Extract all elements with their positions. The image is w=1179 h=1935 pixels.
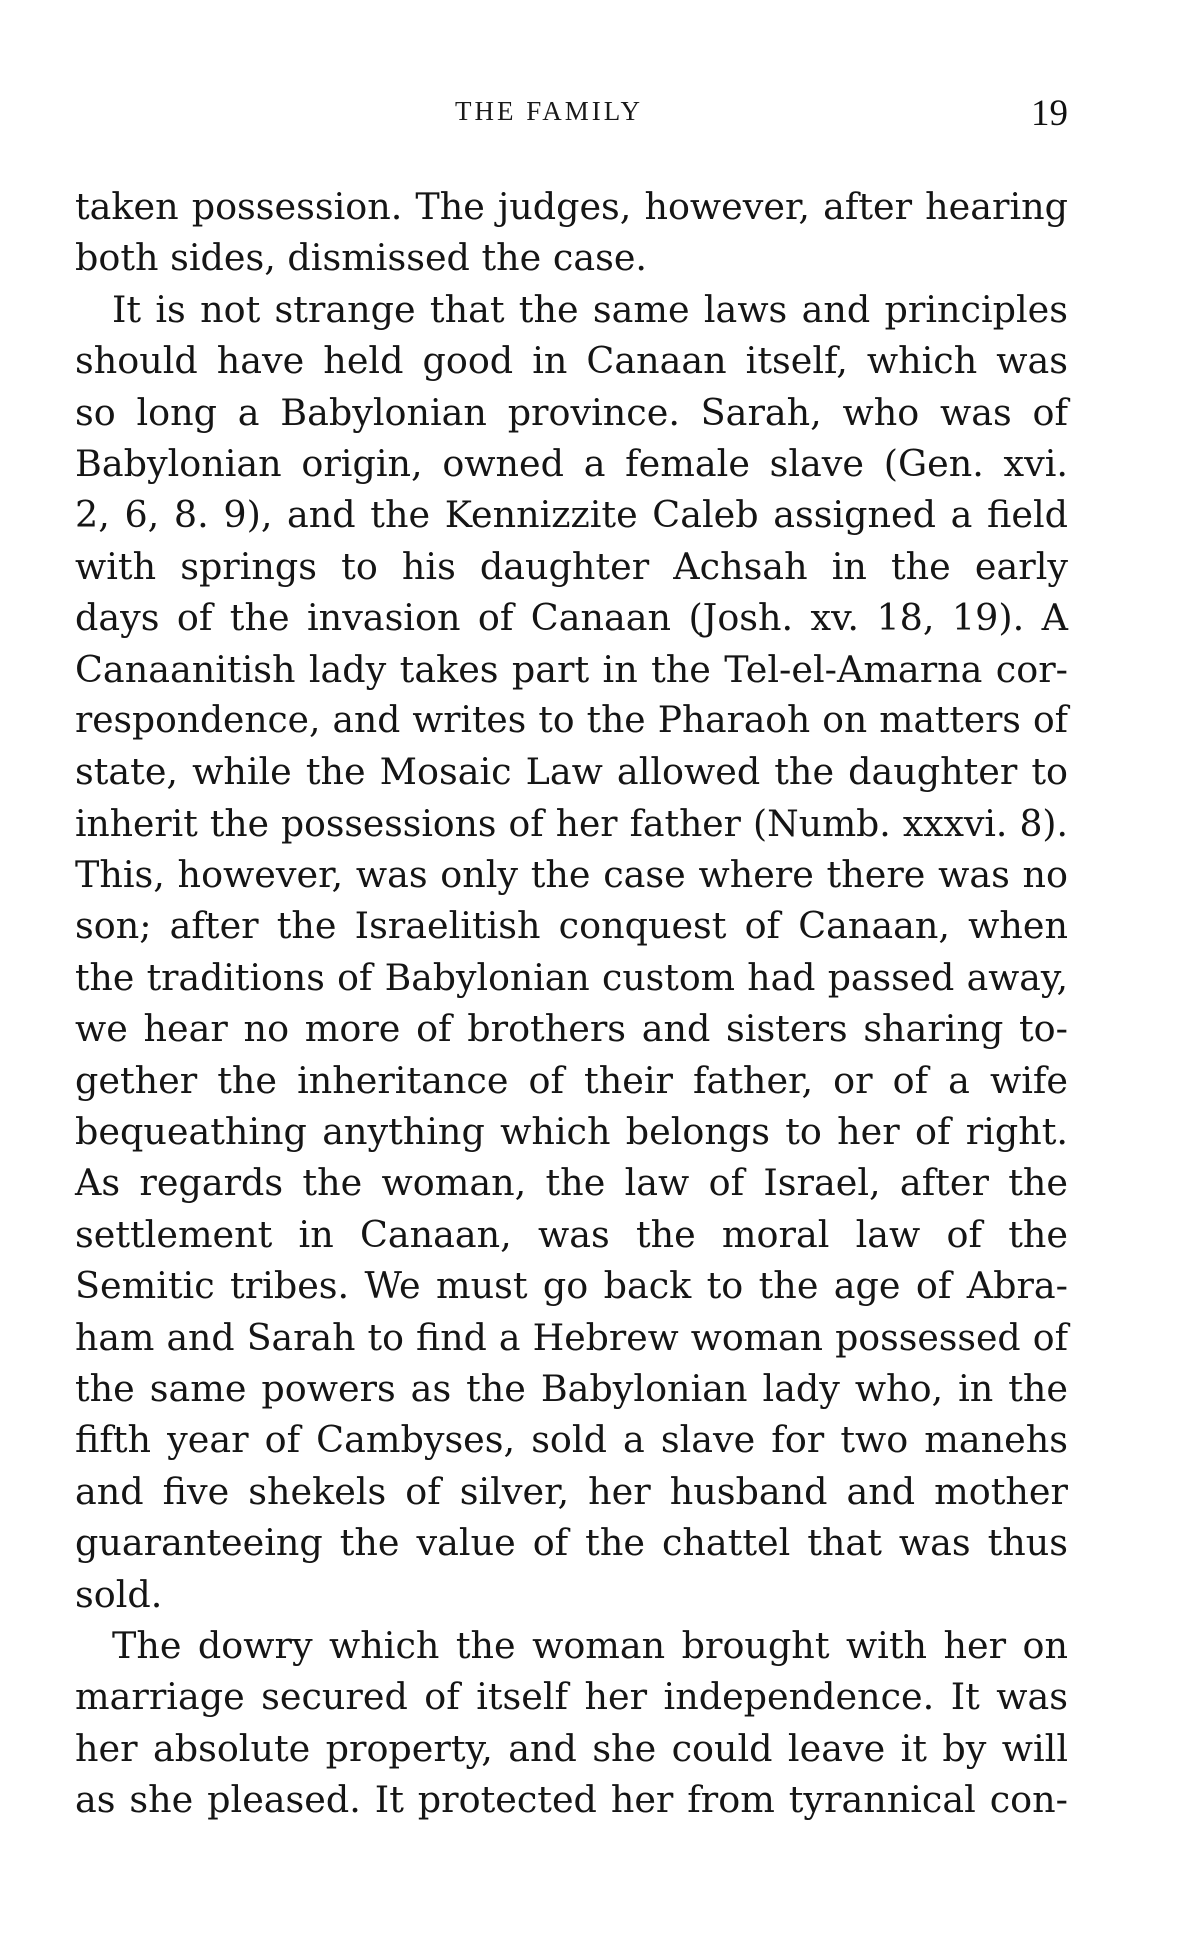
text-line: son; after the Israelitish conquest of Canaan, when (75, 904, 1068, 948)
text-line: inherit the possessions of her father (Numb. xxxvi. 8). (75, 801, 1068, 845)
text-line: so long a Babylonian province. Sarah, who was of (75, 390, 1068, 434)
text-line: As regards the woman, the law of Israel, after the (75, 1161, 1068, 1205)
body-text (75, 181, 1068, 1826)
text-line: ham and Sarah to find a Hebrew woman possessed of (75, 1315, 1068, 1359)
text-line: fifth year of Cambyses, sold a slave for two manehs (75, 1418, 1068, 1462)
text-line: her absolute property, and she could leave it by will (75, 1726, 1068, 1770)
text-line: the traditions of Babylonian custom had passed away, (75, 955, 1068, 999)
running-title: THE FAMILY (455, 96, 644, 126)
text-line: settlement in Canaan, was the moral law of the (75, 1212, 1068, 1256)
text-line: respondence, and writes to the Pharaoh on matters of (75, 699, 1068, 741)
text-line: the same powers as the Babylonian lady who, in the (75, 1366, 1068, 1410)
text-line: as she pleased. It protected her from tyrannical con- (75, 1778, 1068, 1822)
text-line: guaranteeing the value of the chattel that was thus (75, 1521, 1068, 1565)
text-line: taken possession. The judges, however, after hearing (75, 185, 1068, 228)
text-line: The dowry which the woman brought with her on (112, 1623, 1068, 1667)
text-line: This, however, was only the case where there was no (75, 853, 1068, 897)
text-line: and five shekels of silver, her husband and mother (75, 1469, 1068, 1513)
text-line: with springs to his daughter Achsah in the early (75, 544, 1068, 588)
text-line: sold. (75, 1572, 163, 1616)
text-line: should have held good in Canaan itself, which was (75, 339, 1068, 383)
text-line: both sides, dismissed the case. (75, 236, 648, 280)
page-number: 19 (1031, 93, 1068, 134)
text-line: marriage secured of itself her independence. It was (75, 1675, 1068, 1719)
text-line: Semitic tribes. We must go back to the age of Abra- (75, 1264, 1068, 1308)
text-line: days of the invasion of Canaan (Josh. xv. 18, 19). A (75, 596, 1068, 640)
text-line: state, while the Mosaic Law allowed the daughter to (75, 750, 1068, 794)
text-line: Canaanitish lady takes part in the Tel-el-Amarna cor- (75, 647, 1068, 691)
text-line: we hear no more of brothers and sisters sharing to- (75, 1007, 1068, 1051)
running-head (0, 92, 1179, 132)
text-line: 2, 6, 8. 9), and the Kennizzite Caleb assigned a field (75, 493, 1068, 537)
text-line: It is not strange that the same laws and principles (112, 287, 1068, 331)
text-line: Babylonian origin, owned a female slave (Gen. xvi. (75, 441, 1068, 485)
text-line: gether the inheritance of their father, or of a wife (75, 1058, 1068, 1102)
text-line: bequeathing anything which belongs to her of right. (75, 1110, 1068, 1154)
